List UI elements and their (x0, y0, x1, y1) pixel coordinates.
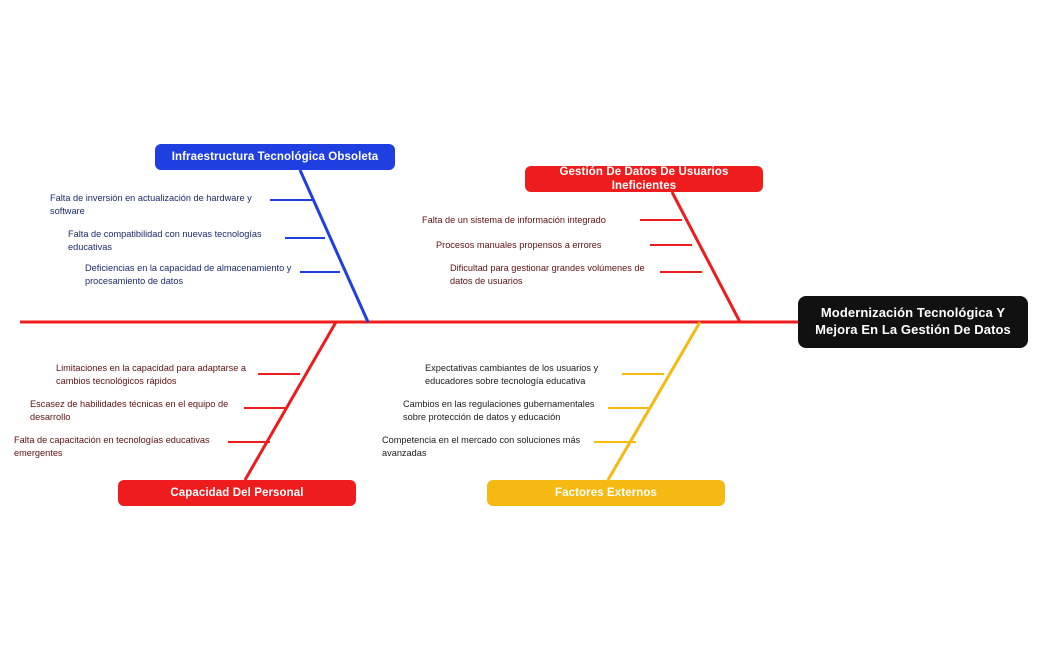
cause-gestion-3: Dificultad para gestionar grandes volúmenes de datos de usuarios (450, 263, 645, 287)
bone-capacidad-personal (245, 322, 336, 480)
cause-infraestructura-2: Falta de compatibilidad con nuevas tecnologías educativas (68, 229, 262, 253)
cause-capacidad-2: Escasez de habilidades técnicas en el equipo de desarrollo (30, 399, 229, 423)
bone-factores-externos (608, 322, 700, 480)
category-label-infraestructura[interactable]: Infraestructura Tecnológica Obsoleta (155, 144, 395, 170)
cause-factores-3: Competencia en el mercado con soluciones más avanzadas (382, 435, 581, 459)
cause-infraestructura-1: Falta de inversión en actualización de hardware y software (50, 193, 252, 217)
cause-factores-2: Cambios en las regulaciones gubernamentales sobre protección de datos y educación (403, 399, 595, 423)
cause-factores-1: Expectativas cambiantes de los usuarios y educadores sobre tecnología educativa (425, 363, 599, 387)
category-label-gestion-datos[interactable]: Gestión De Datos De Usuarios Ineficientes (525, 166, 763, 192)
bone-gestion-datos (672, 192, 740, 322)
cause-capacidad-1: Limitaciones en la capacidad para adaptarse a cambios tecnológicos rápidos (56, 363, 246, 387)
cause-gestion-1: Falta de un sistema de información integrado (422, 215, 606, 225)
cause-infraestructura-3: Deficiencias en la capacidad de almacenamiento y procesamiento de datos (85, 263, 292, 287)
category-label-capacidad-personal[interactable]: Capacidad Del Personal (118, 480, 356, 506)
effect-head-box[interactable]: Modernización Tecnológica Y Mejora En La Gestión De Datos (798, 296, 1028, 348)
category-label-factores-externos[interactable]: Factores Externos (487, 480, 725, 506)
cause-capacidad-3: Falta de capacitación en tecnologías educativas emergentes (14, 435, 210, 459)
bone-infraestructura (300, 170, 368, 322)
cause-gestion-2: Procesos manuales propensos a errores (436, 240, 602, 250)
